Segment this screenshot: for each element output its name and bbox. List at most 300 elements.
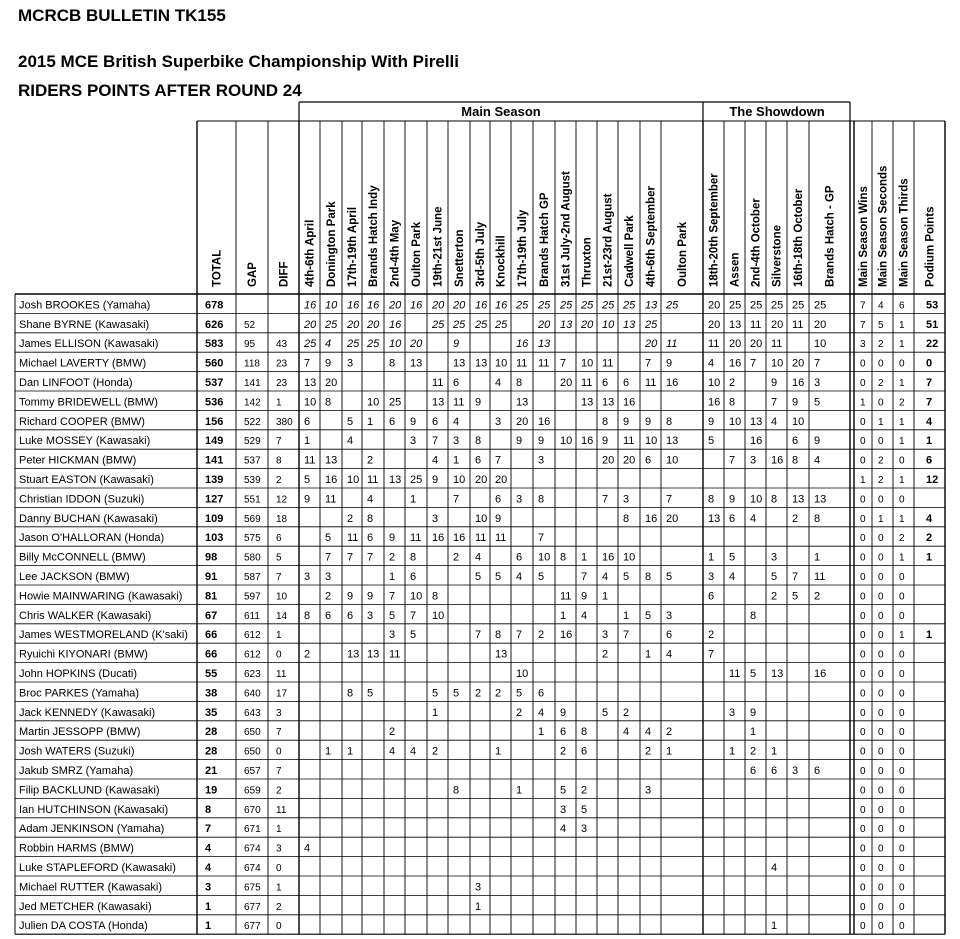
race-points: 11 xyxy=(750,318,762,331)
race-points: 20 xyxy=(410,338,423,351)
rider-name: James WESTMORELAND (K'saki) xyxy=(19,629,188,642)
rider-name: Richard COOPER (BMW) xyxy=(19,415,145,428)
race-points: 13 xyxy=(771,668,784,680)
race-points: 13 xyxy=(602,396,615,409)
race-points: 7 xyxy=(538,532,545,545)
race-points: 11 xyxy=(367,474,379,486)
race-points: 5 xyxy=(347,415,354,428)
header-event: 16th-18th October xyxy=(793,188,805,287)
race-points: 11 xyxy=(666,338,678,351)
rider-gap: 580 xyxy=(244,552,261,564)
rider-diff: 2 xyxy=(276,475,282,486)
race-points: 1 xyxy=(666,745,673,758)
header-event: 4th-6th April xyxy=(304,219,317,287)
season-placings: 5 xyxy=(878,319,884,331)
standings-subtitle: RIDERS POINTS AFTER ROUND 24 xyxy=(18,81,302,100)
header-gap: GAP xyxy=(247,262,259,287)
race-points: 2 xyxy=(645,745,652,758)
race-points: 25 xyxy=(602,299,615,312)
rider-diff: 6 xyxy=(276,533,282,545)
rider-total: 156 xyxy=(205,415,224,428)
season-placings: 0 xyxy=(899,455,905,467)
season-placings: 0 xyxy=(899,843,905,855)
race-points: 25 xyxy=(432,318,445,331)
rider-name: Chris WALKER (Kawasaki) xyxy=(19,609,152,622)
race-points: 5 xyxy=(367,687,374,700)
race-points: 6 xyxy=(495,493,502,506)
race-points: 1 xyxy=(623,609,630,622)
race-points: 1 xyxy=(708,551,715,564)
rider-gap: 612 xyxy=(244,630,261,642)
race-points: 5 xyxy=(432,687,439,700)
race-points: 1 xyxy=(410,493,417,506)
rider-gap: 674 xyxy=(244,863,261,874)
race-points: 10 xyxy=(304,396,317,409)
race-points: 9 xyxy=(495,512,502,525)
race-points: 5 xyxy=(750,668,757,680)
rider-diff: 2 xyxy=(276,785,282,797)
season-placings: 0 xyxy=(899,746,905,758)
race-points: 8 xyxy=(516,377,523,389)
rider-name: Danny BUCHAN (Kawasaki) xyxy=(19,512,158,525)
header-event: 31st July-2nd August xyxy=(560,171,573,287)
race-points: 1 xyxy=(560,609,567,622)
season-placings: 1 xyxy=(899,416,905,428)
race-points: 5 xyxy=(771,571,778,583)
race-points: 16 xyxy=(538,415,551,428)
race-points: 16 xyxy=(708,396,721,409)
season-placings: 2 xyxy=(878,475,884,486)
rider-gap: 95 xyxy=(244,339,256,351)
header-event: Thruxton xyxy=(581,237,594,287)
season-placings: 0 xyxy=(899,494,905,506)
race-points: 16 xyxy=(623,396,636,409)
season-placings: 0 xyxy=(860,610,866,622)
race-points: 16 xyxy=(389,318,402,331)
race-points: 3 xyxy=(581,823,588,836)
race-points: 5 xyxy=(325,532,332,545)
race-points: 10 xyxy=(347,474,360,486)
race-points: 2 xyxy=(495,687,502,700)
rider-name: Jason O'HALLORAN (Honda) xyxy=(19,532,165,545)
rider-diff: 17 xyxy=(276,688,288,700)
race-points: 7 xyxy=(560,357,567,370)
race-points: 8 xyxy=(347,687,354,700)
rider-total: 560 xyxy=(205,357,224,370)
season-placings: 2 xyxy=(878,339,884,351)
season-placings: 0 xyxy=(860,882,866,894)
season-placings: 0 xyxy=(860,378,866,389)
race-points: 7 xyxy=(389,590,396,603)
race-points: 9 xyxy=(432,474,439,486)
season-placings: 0 xyxy=(860,649,866,661)
race-points: 5 xyxy=(538,571,545,583)
podium-points: 7 xyxy=(926,396,933,409)
season-placings: 0 xyxy=(878,863,884,874)
race-points: 6 xyxy=(581,745,588,758)
rider-gap: 611 xyxy=(244,610,260,622)
header-event: 4th-6th September xyxy=(645,186,658,287)
race-points: 1 xyxy=(602,590,609,603)
race-points: 4 xyxy=(516,571,523,583)
race-points: 3 xyxy=(538,454,545,467)
header-event: Snetterton xyxy=(454,229,466,287)
race-points: 7 xyxy=(792,571,799,583)
race-points: 25 xyxy=(538,299,551,312)
race-points: 20 xyxy=(814,318,827,331)
rider-total: 55 xyxy=(205,668,218,680)
race-points: 3 xyxy=(560,803,567,816)
race-points: 10 xyxy=(729,415,742,428)
race-points: 4 xyxy=(814,454,821,467)
race-points: 13 xyxy=(325,454,338,467)
race-points: 20 xyxy=(538,318,551,331)
rider-total: 149 xyxy=(205,435,224,448)
race-points: 8 xyxy=(623,512,630,525)
header-extra: Podium Points xyxy=(924,206,937,287)
race-points: 8 xyxy=(325,396,332,409)
podium-points: 1 xyxy=(926,551,933,564)
race-points: 9 xyxy=(814,435,821,448)
podium-points: 4 xyxy=(926,512,933,525)
rider-diff: 18 xyxy=(276,513,288,525)
race-points: 20 xyxy=(708,299,721,312)
race-points: 13 xyxy=(792,493,805,506)
podium-points: 53 xyxy=(926,299,939,312)
race-points: 16 xyxy=(453,532,466,545)
season-placings: 0 xyxy=(878,494,884,506)
rider-total: 4 xyxy=(205,842,212,855)
race-points: 4 xyxy=(581,609,588,622)
race-points: 16 xyxy=(602,551,615,564)
rider-gap: 612 xyxy=(244,649,261,661)
race-points: 3 xyxy=(432,512,439,525)
race-points: 20 xyxy=(666,512,679,525)
season-placings: 0 xyxy=(860,707,866,719)
season-placings: 0 xyxy=(860,669,866,680)
rider-total: 7 xyxy=(205,823,212,836)
season-placings: 0 xyxy=(899,688,905,700)
season-placings: 0 xyxy=(860,746,866,758)
race-points: 6 xyxy=(792,435,799,448)
race-points: 25 xyxy=(304,338,317,351)
rider-name: Michael RUTTER (Kawasaki) xyxy=(19,881,163,894)
rider-total: 67 xyxy=(205,609,218,622)
rider-gap: 640 xyxy=(244,688,261,700)
season-placings: 0 xyxy=(878,804,884,816)
race-points: 6 xyxy=(410,571,417,583)
race-points: 10 xyxy=(645,435,658,448)
race-points: 5 xyxy=(495,571,502,583)
race-points: 5 xyxy=(666,571,673,583)
race-points: 10 xyxy=(367,396,380,409)
race-points: 4 xyxy=(389,745,396,758)
race-points: 25 xyxy=(367,338,380,351)
rider-gap: 587 xyxy=(244,572,261,583)
race-points: 3 xyxy=(347,357,354,370)
season-placings: 0 xyxy=(878,727,884,739)
race-points: 4 xyxy=(538,706,545,719)
race-points: 4 xyxy=(410,745,417,758)
rider-gap: 537 xyxy=(244,455,261,467)
race-points: 3 xyxy=(495,415,502,428)
rider-diff: 0 xyxy=(276,746,282,758)
rider-gap: 675 xyxy=(244,882,261,894)
race-points: 25 xyxy=(750,299,763,312)
race-points: 5 xyxy=(581,803,588,816)
race-points: 9 xyxy=(410,415,417,428)
season-placings: 0 xyxy=(860,863,866,874)
rider-name: Dan LINFOOT (Honda) xyxy=(19,377,133,389)
race-points: 1 xyxy=(814,551,821,564)
race-points: 7 xyxy=(729,454,736,467)
rider-diff: 14 xyxy=(276,610,288,622)
rider-diff: 12 xyxy=(276,494,288,506)
rider-diff: 1 xyxy=(276,630,282,642)
race-points: 5 xyxy=(708,435,715,448)
podium-points: 12 xyxy=(926,474,939,486)
rider-gap: 659 xyxy=(244,785,261,797)
rider-gap: 657 xyxy=(244,766,261,777)
season-placings: 7 xyxy=(860,300,866,312)
rider-total: 28 xyxy=(205,726,218,739)
race-points: 20 xyxy=(432,299,445,312)
race-points: 6 xyxy=(516,551,523,564)
rider-name: John HOPKINS (Ducati) xyxy=(19,668,137,680)
race-points: 11 xyxy=(453,396,465,409)
race-points: 7 xyxy=(367,551,374,564)
race-points: 11 xyxy=(389,648,401,661)
header-event: Knockhill xyxy=(495,235,508,287)
rider-total: 537 xyxy=(205,377,224,389)
race-points: 11 xyxy=(581,377,593,389)
race-points: 2 xyxy=(623,706,630,719)
rider-total: 139 xyxy=(205,474,224,486)
race-points: 7 xyxy=(304,357,311,370)
race-points: 2 xyxy=(750,745,757,758)
race-points: 13 xyxy=(623,318,636,331)
race-points: 2 xyxy=(708,629,715,642)
rider-diff: 23 xyxy=(276,378,288,389)
season-placings: 0 xyxy=(899,358,905,370)
race-points: 8 xyxy=(708,493,715,506)
season-placings: 1 xyxy=(899,630,905,642)
race-points: 9 xyxy=(475,396,482,409)
race-points: 8 xyxy=(581,726,588,739)
season-placings: 0 xyxy=(860,843,866,855)
race-points: 2 xyxy=(538,629,545,642)
rider-gap: 141 xyxy=(244,378,261,389)
podium-points: 0 xyxy=(926,357,933,370)
race-points: 6 xyxy=(750,765,757,777)
race-points: 1 xyxy=(645,648,652,661)
race-points: 16 xyxy=(645,512,658,525)
race-points: 20 xyxy=(325,377,338,389)
race-points: 20 xyxy=(495,474,508,486)
rider-total: 536 xyxy=(205,396,224,409)
race-points: 7 xyxy=(475,629,482,642)
race-points: 1 xyxy=(325,745,332,758)
race-points: 10 xyxy=(792,415,805,428)
race-points: 6 xyxy=(304,415,311,428)
race-points: 20 xyxy=(623,454,636,467)
race-points: 7 xyxy=(750,357,757,370)
race-points: 25 xyxy=(475,318,488,331)
rider-diff: 5 xyxy=(276,552,282,564)
race-points: 9 xyxy=(792,396,799,409)
rider-total: 66 xyxy=(205,629,218,642)
race-points: 5 xyxy=(560,784,567,797)
rider-diff: 23 xyxy=(276,358,288,370)
race-points: 7 xyxy=(432,435,439,448)
rider-total: 21 xyxy=(205,765,218,777)
race-points: 3 xyxy=(389,629,396,642)
season-placings: 7 xyxy=(860,319,866,331)
race-points: 13 xyxy=(495,648,508,661)
race-points: 2 xyxy=(475,687,482,700)
season-placings: 0 xyxy=(878,921,884,933)
race-points: 6 xyxy=(325,609,332,622)
race-points: 20 xyxy=(750,338,763,351)
race-points: 20 xyxy=(367,318,380,331)
rider-total: 678 xyxy=(205,299,224,312)
header-event: 2nd-4th October xyxy=(750,198,763,287)
race-points: 9 xyxy=(602,435,609,448)
season-placings: 0 xyxy=(860,358,866,370)
race-points: 11 xyxy=(771,338,783,351)
race-points: 9 xyxy=(729,493,736,506)
race-points: 8 xyxy=(538,493,545,506)
race-points: 7 xyxy=(495,454,502,467)
race-points: 11 xyxy=(304,454,316,467)
season-placings: 0 xyxy=(878,533,884,545)
rider-total: 1 xyxy=(205,920,212,933)
season-placings: 0 xyxy=(878,785,884,797)
race-points: 16 xyxy=(750,435,763,448)
rider-total: 1 xyxy=(205,900,212,913)
season-placings: 1 xyxy=(899,513,905,525)
rider-total: 103 xyxy=(205,532,224,545)
rider-total: 583 xyxy=(205,338,224,351)
rider-name: Ian HUTCHINSON (Kawasaki) xyxy=(19,803,169,816)
race-points: 20 xyxy=(304,318,317,331)
rider-gap: 539 xyxy=(244,475,261,486)
race-points: 16 xyxy=(347,299,360,312)
race-points: 25 xyxy=(495,318,508,331)
rider-gap: 670 xyxy=(244,804,261,816)
season-placings: 0 xyxy=(860,630,866,642)
championship-title: 2015 MCE British Superbike Championship With Pirelli xyxy=(18,52,459,71)
race-points: 1 xyxy=(347,745,354,758)
season-placings: 1 xyxy=(878,513,884,525)
race-points: 9 xyxy=(645,415,652,428)
race-points: 4 xyxy=(623,726,630,739)
season-placings: 0 xyxy=(860,416,866,428)
rider-gap: 575 xyxy=(244,533,261,545)
race-points: 10 xyxy=(708,377,721,389)
race-points: 4 xyxy=(495,377,502,389)
race-points: 8 xyxy=(645,571,652,583)
race-points: 9 xyxy=(623,415,630,428)
race-points: 6 xyxy=(389,415,396,428)
rider-total: 4 xyxy=(205,862,212,874)
rider-name: Martin JESSOPP (BMW) xyxy=(19,726,141,739)
header-extra: Main Season Wins xyxy=(858,186,870,287)
season-placings: 0 xyxy=(878,572,884,583)
race-points: 2 xyxy=(516,706,523,719)
race-points: 7 xyxy=(602,493,609,506)
race-points: 1 xyxy=(771,745,778,758)
race-points: 25 xyxy=(814,299,827,312)
season-placings: 0 xyxy=(860,513,866,525)
race-points: 5 xyxy=(729,551,736,564)
rider-total: 35 xyxy=(205,706,218,719)
race-points: 16 xyxy=(410,299,423,312)
season-placings: 0 xyxy=(878,746,884,758)
race-points: 2 xyxy=(367,454,374,467)
rider-name: Tommy BRIDEWELL (BMW) xyxy=(19,396,158,409)
rider-total: 81 xyxy=(205,590,218,603)
race-points: 3 xyxy=(750,454,757,467)
race-points: 25 xyxy=(666,299,679,312)
podium-points: 7 xyxy=(926,377,933,389)
season-placings: 0 xyxy=(899,901,905,913)
race-points: 10 xyxy=(453,474,466,486)
season-placings: 0 xyxy=(899,572,905,583)
rider-gap: 677 xyxy=(244,901,261,913)
rider-name: Josh BROOKES (Yamaha) xyxy=(19,299,151,312)
podium-points: 2 xyxy=(926,532,933,545)
race-points: 11 xyxy=(325,493,337,506)
race-points: 11 xyxy=(602,357,614,370)
season-placings: 0 xyxy=(860,591,866,603)
season-placings: 6 xyxy=(899,300,905,312)
race-points: 3 xyxy=(771,551,778,564)
race-points: 9 xyxy=(771,377,778,389)
header-event: Donington Park xyxy=(326,201,338,287)
race-points: 4 xyxy=(432,454,439,467)
rider-total: 66 xyxy=(205,648,218,661)
race-points: 6 xyxy=(771,765,778,777)
rider-total: 91 xyxy=(205,571,218,583)
race-points: 9 xyxy=(581,590,588,603)
race-points: 3 xyxy=(792,765,799,777)
race-points: 10 xyxy=(814,338,827,351)
season-placings: 0 xyxy=(899,649,905,661)
rider-diff: 3 xyxy=(276,843,282,855)
race-points: 11 xyxy=(814,571,826,583)
season-placings: 1 xyxy=(899,339,905,351)
race-points: 2 xyxy=(432,745,439,758)
race-points: 11 xyxy=(538,357,550,370)
race-points: 25 xyxy=(771,299,784,312)
rider-name: Ryuichi KIYONARI (BMW) xyxy=(19,648,148,661)
rider-name: Shane BYRNE (Kawasaki) xyxy=(19,318,150,331)
rider-diff: 0 xyxy=(276,863,282,874)
rider-name: Peter HICKMAN (BMW) xyxy=(19,454,137,467)
season-placings: 0 xyxy=(860,824,866,836)
rider-total: 19 xyxy=(205,784,218,797)
header-diff: DIFF xyxy=(278,261,291,287)
race-points: 2 xyxy=(666,726,673,739)
race-points: 5 xyxy=(453,687,460,700)
race-points: 7 xyxy=(453,493,460,506)
race-points: 2 xyxy=(771,590,778,603)
season-placings: 0 xyxy=(878,630,884,642)
race-points: 5 xyxy=(814,396,821,409)
podium-points: 51 xyxy=(926,318,939,331)
rider-total: 127 xyxy=(205,493,224,506)
